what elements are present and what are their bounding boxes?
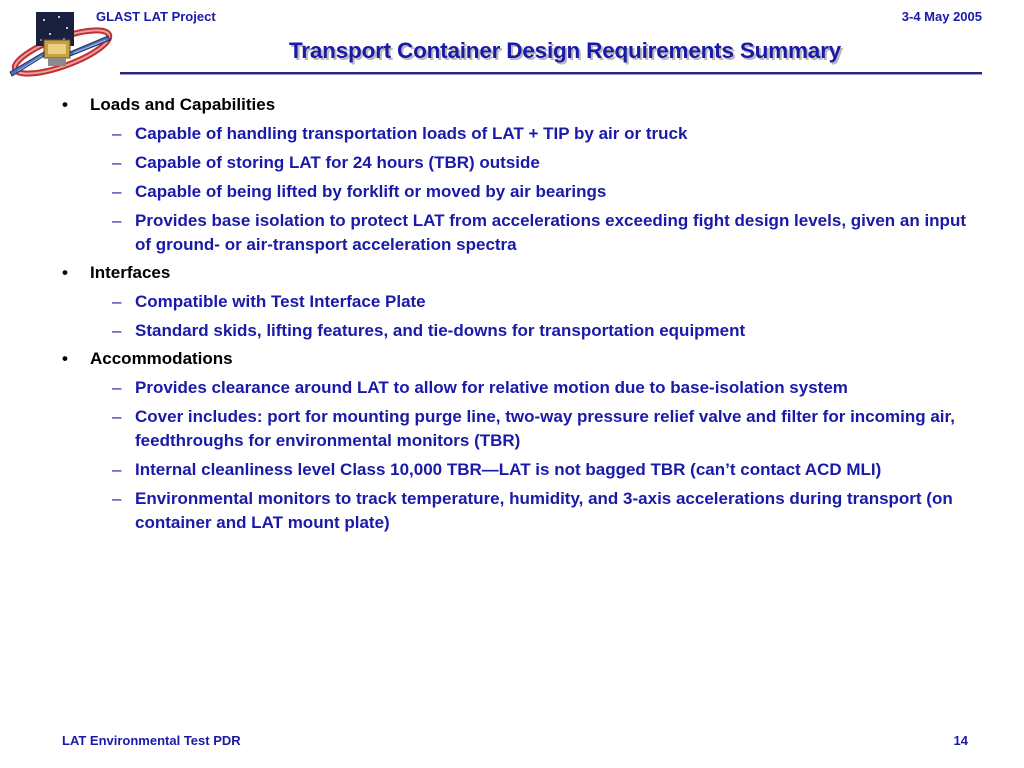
footer-document-name: LAT Environmental Test PDR <box>62 733 241 748</box>
dash-icon: – <box>112 211 122 230</box>
list-item <box>0 487 1024 535</box>
dash-icon: – <box>112 489 122 508</box>
project-name: GLAST LAT Project <box>96 9 216 24</box>
list-item <box>0 290 1024 314</box>
list-item <box>0 180 1024 204</box>
list-item-text: Compatible with Test Interface Plate <box>135 292 426 311</box>
dash-icon: – <box>112 124 122 143</box>
bullet-icon: • <box>62 95 68 114</box>
dash-icon: – <box>112 321 122 340</box>
slide-body <box>0 90 1024 540</box>
section-heading-text: Interfaces <box>90 263 171 282</box>
list-item-text: Capable of being lifted by forklift or moved by air bearings <box>135 182 607 201</box>
list-item <box>0 319 1024 343</box>
page-number: 14 <box>953 733 968 748</box>
section-heading-loads <box>0 94 1024 115</box>
section-heading-text: Accommodations <box>90 349 233 368</box>
list-item <box>0 151 1024 175</box>
header-date: 3-4 May 2005 <box>901 9 982 24</box>
list-item <box>0 122 1024 146</box>
section-heading-text: Loads and Capabilities <box>90 95 276 114</box>
dash-icon: – <box>112 182 122 201</box>
list-item-text: Environmental monitors to track temperature, humidity, and 3-axis accelerations during transport (on container and LAT mount plate) <box>135 489 953 532</box>
list-item <box>0 209 1024 257</box>
list-item <box>0 376 1024 400</box>
dash-icon: – <box>112 407 122 426</box>
list-item-text: Cover includes: port for mounting purge line, two-way pressure relief valve and filter for incoming air, feedthroughs for environmental monitors (TBR) <box>135 407 955 450</box>
list-item-text: Capable of storing LAT for 24 hours (TBR) outside <box>135 153 540 172</box>
bullet-icon: • <box>62 263 68 282</box>
bullet-icon: • <box>62 349 68 368</box>
list-item <box>0 405 1024 453</box>
section-heading-interfaces <box>0 262 1024 283</box>
slide-title: Transport Container Design Requirements Summary <box>289 38 841 63</box>
dash-icon: – <box>112 378 122 397</box>
dash-icon: – <box>112 460 122 479</box>
list-item-text: Provides clearance around LAT to allow for relative motion due to base-isolation system <box>135 378 848 397</box>
list-item <box>0 458 1024 482</box>
list-item-text: Standard skids, lifting features, and tie-downs for transportation equipment <box>135 321 746 340</box>
list-item-text: Capable of handling transportation loads of LAT + TIP by air or truck <box>135 124 688 143</box>
list-item-text: Internal cleanliness level Class 10,000 TBR—LAT is not bagged TBR (can’t contact ACD MLI) <box>135 460 882 479</box>
title-divider <box>120 72 982 75</box>
dash-icon: – <box>112 292 122 311</box>
dash-icon: – <box>112 153 122 172</box>
section-heading-accommodations <box>0 348 1024 369</box>
list-item-text: Provides base isolation to protect LAT from accelerations exceeding fight design levels, given an input of ground- or air-transport acceleration spectra <box>135 211 966 254</box>
